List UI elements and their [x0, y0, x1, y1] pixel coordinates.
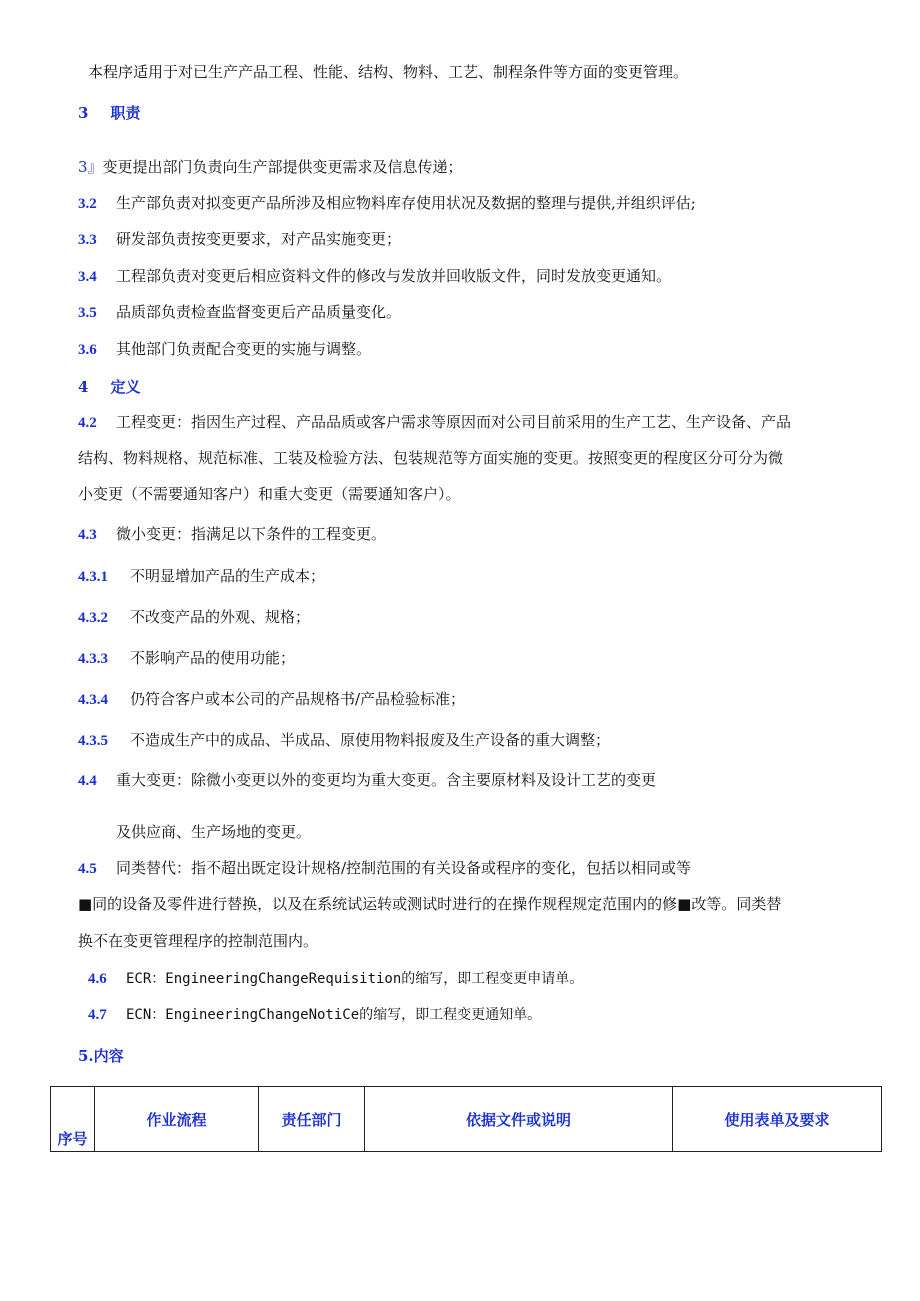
def-4-2-text-3: 小变更（不需要通知客户）和重大变更（需要通知客户）。 [78, 485, 461, 503]
item-3-3-text: 研发部负责按变更要求，对产品实施变更； [116, 230, 402, 248]
def-4-3-1 [78, 566, 325, 587]
def-4-3-5-text: 不造成生产中的成品、半成品、原使用物料报废及生产设备的重大调整； [130, 731, 611, 749]
section-4-number: 4 [78, 378, 89, 396]
def-4-7 [88, 1004, 541, 1025]
def-4-2-text-1: 工程变更：指因生产过程、产品品质或客户需求等原因而对公司目前采用的生产工艺、生产设备、产品 [116, 413, 792, 431]
def-4-6-number: 4.6 [88, 971, 107, 987]
def-4-3-3-number: 4.3.3 [78, 651, 108, 667]
col-header-basis: 依据文件或说明 [365, 1087, 673, 1152]
section-3-title: 职责 [110, 104, 141, 122]
def-4-3-text: 微小变更：指满足以下条件的工程变更。 [116, 525, 387, 543]
def-4-5-text-3: 换不在变更管理程序的控制范围内。 [78, 932, 319, 950]
def-4-4-text-2: 及供应商、生产场地的变更。 [116, 823, 312, 841]
def-4-7-text: ECN：EngineeringChangeNotiCe的缩写，即工程变更通知单。 [126, 1007, 542, 1023]
def-4-3-3-text: 不影响产品的使用功能； [130, 649, 296, 667]
def-4-3-1-number: 4.3.1 [78, 569, 108, 585]
def-4-5-line1 [78, 858, 691, 879]
def-4-3-2 [78, 607, 310, 628]
def-4-3 [78, 524, 386, 545]
item-3-2-text: 生产部负责对拟变更产品所涉及相应物料库存使用状况及数据的整理与提供,并组织评估; [116, 194, 696, 212]
item-3-5 [78, 302, 401, 323]
def-4-7-number: 4.7 [88, 1007, 107, 1023]
def-4-3-2-text: 不改变产品的外观、规格； [130, 608, 311, 626]
item-3-5-text: 品质部负责检查监督变更后产品质量变化。 [116, 303, 402, 321]
def-4-3-3 [78, 648, 295, 669]
item-3-1-number: 3』 [78, 158, 103, 176]
col-header-process: 作业流程 [95, 1087, 259, 1152]
col-header-seq: 序号 [51, 1087, 95, 1152]
def-4-3-4-text: 仍符合客户或本公司的产品规格书/产品检验标准； [130, 690, 466, 708]
section-4-heading [78, 377, 140, 397]
def-4-3-5 [78, 730, 610, 751]
item-3-6-text: 其他部门负责配合变更的实施与调整。 [116, 340, 372, 358]
col-header-department: 责任部门 [259, 1087, 365, 1152]
scope-text: 本程序适用于对已生产产品工程、性能、结构、物料、工艺、制程条件等方面的变更管理。 [88, 63, 689, 81]
def-4-3-number: 4.3 [78, 527, 97, 543]
def-4-3-1-text: 不明显增加产品的生产成本； [130, 567, 326, 585]
def-4-6-text: ECR：EngineeringChangeRequisition的缩写，即工程变更申请单。 [126, 971, 584, 987]
item-3-6 [78, 339, 371, 360]
item-3-1-text: 变更提出部门负责向生产部提供变更需求及信息传递； [102, 158, 463, 176]
def-4-6 [88, 968, 583, 989]
def-4-3-2-number: 4.3.2 [78, 610, 108, 626]
table-header-row [51, 1087, 882, 1152]
item-3-5-number: 3.5 [78, 305, 97, 321]
item-3-2 [78, 193, 696, 214]
def-4-3-4-number: 4.3.4 [78, 692, 108, 708]
item-3-1 [78, 157, 463, 177]
section-3-heading [78, 103, 140, 123]
col-header-forms: 使用表单及要求 [673, 1087, 882, 1152]
def-4-2-text-2: 结构、物料规格、规范标准、工装及检验方法、包装规范等方面实施的变更。按照变更的程度区分可分为微 [78, 449, 784, 467]
def-4-4-number: 4.4 [78, 773, 97, 789]
item-3-4-number: 3.4 [78, 269, 97, 285]
def-4-4-text-1: 重大变更：除微小变更以外的变更均为重大变更。含主要原材料及设计工艺的变更 [116, 771, 657, 789]
item-3-4-text: 工程部负责对变更后相应资料文件的修改与发放并回收版文件，同时发放变更通知。 [116, 267, 672, 285]
def-4-2-line1 [78, 412, 791, 433]
item-3-3 [78, 229, 401, 250]
def-4-3-5-number: 4.3.5 [78, 733, 108, 749]
item-3-6-number: 3.6 [78, 342, 97, 358]
section-4-title: 定义 [110, 378, 141, 396]
def-4-5-text-2: ■同的设备及零件进行替换，以及在系统试运转或测试时进行的在操作规程规定范围内的修■改等。同类替 [78, 895, 782, 913]
def-4-4-line1 [78, 770, 656, 791]
def-4-5-text-1: 同类替代：指不超出既定设计规格/控制范围的有关设备或程序的变化，包括以相同或等 [116, 859, 692, 877]
section-3-number: 3 [78, 104, 89, 122]
item-3-4 [78, 266, 671, 287]
def-4-2-number: 4.2 [78, 415, 97, 431]
item-3-2-number: 3.2 [78, 196, 97, 212]
def-4-3-4 [78, 689, 465, 710]
def-4-5-number: 4.5 [78, 861, 97, 877]
section-5-heading: 5.内容 [78, 1047, 124, 1065]
item-3-3-number: 3.3 [78, 232, 97, 248]
procedure-table [50, 1086, 882, 1152]
